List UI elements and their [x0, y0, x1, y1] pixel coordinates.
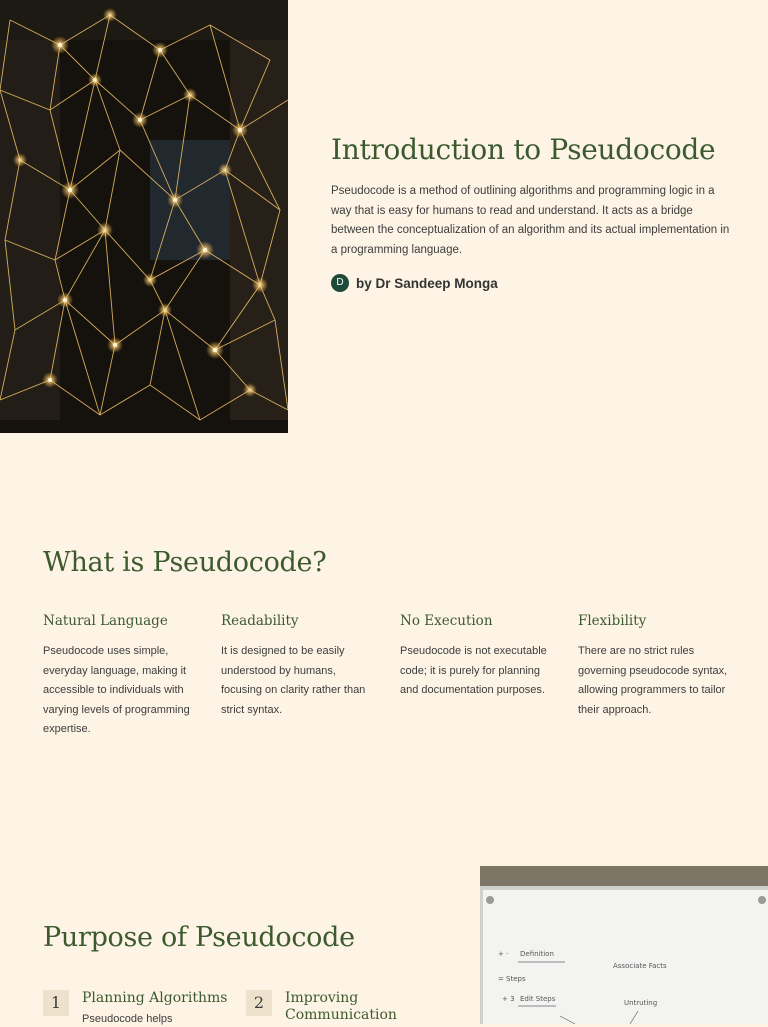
- feature-text: Pseudocode is not executable code; it is purely for planning and documentation purposes.: [400, 645, 547, 696]
- what-section-heading: [43, 545, 743, 581]
- avatar: D: [331, 274, 349, 292]
- hero-network-image: [0, 0, 288, 433]
- purpose-step: [43, 990, 233, 1027]
- feature-title: Readability: [221, 613, 299, 629]
- step-number: 2: [246, 990, 272, 1016]
- feature-column: [43, 612, 193, 740]
- purpose-step: [246, 990, 446, 1024]
- intro-description: Pseudocode is a method of outlining algorithms and programming logic in a way that is easy for humans to read and understand. It acts as a bridge between the conceptualization of an algorithm and its actual implementation in a programming language.: [331, 185, 730, 256]
- whiteboard-text: Untruting: [624, 999, 658, 1007]
- svg-text:=: =: [498, 975, 504, 983]
- whiteboard-text: Associate Facts: [613, 962, 667, 970]
- feature-text: Pseudocode uses simple, everyday language, making it accessible to individuals with varying levels of programming expertise.: [43, 645, 190, 735]
- whiteboard-text: Edit Steps: [520, 995, 556, 1003]
- author-byline: [331, 274, 731, 292]
- step-title: Improving Communication: [285, 990, 397, 1023]
- purpose-section-heading: [43, 920, 463, 956]
- feature-title: Flexibility: [578, 613, 647, 629]
- intro-section: [331, 130, 731, 292]
- whiteboard-text: Definition: [520, 950, 554, 958]
- feature-title: No Execution: [400, 613, 493, 629]
- step-title: Planning Algorithms: [82, 990, 228, 1006]
- feature-text: It is designed to be easily understood by humans, focusing on clarity rather than strict syntax.: [221, 645, 366, 716]
- feature-column: [578, 612, 728, 720]
- author-name: by Dr Sandeep Monga: [356, 275, 498, 291]
- feature-title: Natural Language: [43, 613, 168, 629]
- whiteboard-text: Steps: [506, 975, 526, 983]
- page-title: Introduction to Pseudocode: [331, 133, 716, 166]
- feature-text: There are no strict rules governing pseudocode syntax, allowing programmers to tailor their approach.: [578, 645, 728, 716]
- step-text: Pseudocode helps: [82, 1013, 173, 1025]
- svg-text:+ 3: + 3: [502, 995, 515, 1003]
- feature-column: [221, 612, 371, 720]
- svg-text:+ ·: + ·: [498, 950, 509, 958]
- section-title: What is Pseudocode?: [43, 547, 327, 578]
- step-number: 1: [43, 990, 69, 1016]
- feature-column: [400, 612, 550, 701]
- section-title: Purpose of Pseudocode: [43, 922, 355, 953]
- whiteboard-image: [480, 866, 768, 1024]
